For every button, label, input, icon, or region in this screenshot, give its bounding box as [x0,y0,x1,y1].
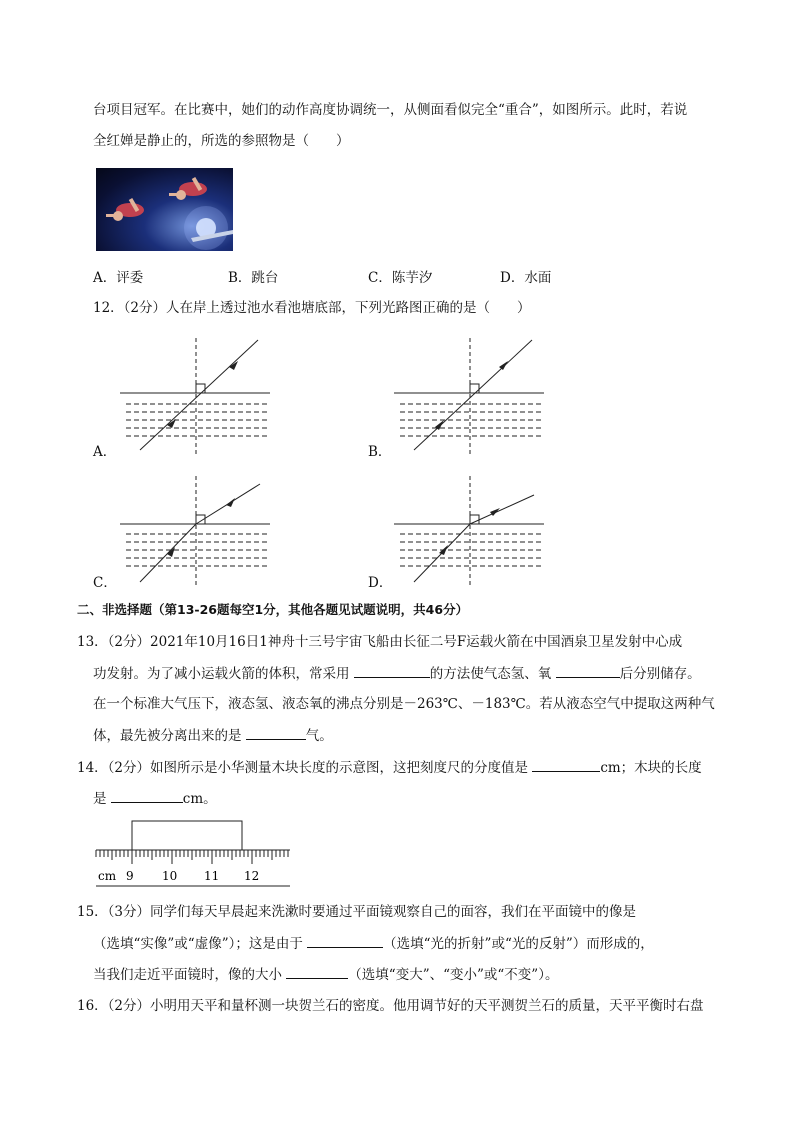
answer-blank[interactable] [286,964,348,979]
q13-text-line4 [93,725,333,746]
diagram-d-label: D． [368,575,393,591]
arrow-icon [499,361,508,370]
answer-blank[interactable] [307,933,383,948]
right-angle-mark [470,515,479,524]
q11-text-line1: 台项目冠军。在比赛中，她们的动作高度协调统一，从侧面看似完全“重合”，如图所示。此时，若说 [93,102,688,118]
diagram-c-label: C． [93,575,117,591]
divers-photo [96,168,233,251]
answer-blank[interactable] [354,663,430,678]
answer-blank[interactable] [111,788,183,803]
water-region [124,528,270,570]
arrow-icon [226,498,235,507]
ruler-diagram [94,818,294,890]
q13-line4-part1: 体，最先被分离出来的是 [93,728,246,744]
q13-text-line1: 13．（2分）2021年10月16日1神舟十三号宇宙飞船由长征二号F运载火箭在中国酒泉卫星发射中心成 [77,634,683,650]
q15-line3-part1: 当我们走近平面镜时，像的大小 [93,967,287,983]
ruler-label-11: 11 [204,869,220,883]
q13-line4-part2: 气。 [305,728,333,744]
incident-ray [470,495,534,524]
diagram-c [118,474,273,586]
q14-line2-part1: 是 [93,791,111,807]
section-2-title: 二、非选择题（第13-26题每空1分，其他各题见试题说明，共46分） [77,602,469,617]
diagram-a [118,336,273,456]
ruler-label-9: 9 [126,869,134,883]
ruler-ticks [96,850,288,864]
q11-text-line2: 全红婵是静止的，所选的参照物是（ ） [93,133,350,149]
ruler-label-10: 10 [162,869,178,883]
q12-text: 12．（2分）人在岸上透过池水看池塘底部，下列光路图正确的是（ ） [93,300,531,316]
answer-blank[interactable] [246,725,306,740]
q13-line2-part2: 的方法使气态氢、氧 [429,666,556,682]
q15-line3-part2: （选填“变大”、“变小”或“不变”）。 [348,967,559,983]
q11-option-c: C．陈芋汐 [368,270,433,286]
q14-text-line2 [93,788,217,809]
q16-text-line1: 16．（2分）小明用天平和量杯测一块贺兰石的密度。他用调节好的天平测贺兰石的质量，天平平衡时右盘 [77,998,704,1014]
ruler-unit: cm [98,869,117,883]
water-region [124,397,270,439]
q15-text-line1: 15．（3分）同学们每天早晨起来洗漱时要通过平面镜观察自己的面容，我们在平面镜中的像是 [77,904,637,920]
diagram-a-label: A． [93,444,117,460]
diagram-d [392,474,547,586]
water-region [398,397,544,439]
water-region [398,528,544,570]
q13-text-line2 [93,663,701,684]
q13-line2-part1: 功发射。为了减小运载火箭的体积，常采用 [93,666,354,682]
q15-text-line3 [93,964,558,985]
q14-line1-part1: 14．（2分）如图所示是小华测量木块长度的示意图，这把刻度尺的分度值是 [77,760,533,776]
right-angle-mark [196,384,205,393]
q13-text-line3: 在一个标准大气压下，液态氢、液态氧的沸点分别是－263℃、－183℃。若从液态空气中提取这两种气 [93,696,715,712]
q15-line2-part2: （选填“光的折射”或“光的反射”）而形成的， [383,936,654,952]
q13-line2-part3: 后分别储存。 [619,666,701,682]
wood-block [132,821,242,850]
q14-line1-part2: cm；木块的长度 [600,760,702,776]
right-angle-mark [470,384,479,393]
q14-line2-part2: cm。 [182,791,217,807]
q11-option-a: A．评委 [93,270,144,286]
q11-option-d: D．水面 [500,270,552,286]
diagram-b [392,336,547,456]
q11-option-b: B．跳台 [228,270,279,286]
ruler-label-12: 12 [244,869,260,883]
answer-blank[interactable] [556,663,620,678]
divers-illustration [96,168,233,251]
q15-line2-part1: （选填“实像”或“虚像”）；这是由于 [93,936,308,952]
q15-text-line2 [93,933,654,954]
q14-text-line1 [77,757,702,778]
answer-blank[interactable] [532,757,600,772]
diagram-b-label: B． [368,444,392,460]
